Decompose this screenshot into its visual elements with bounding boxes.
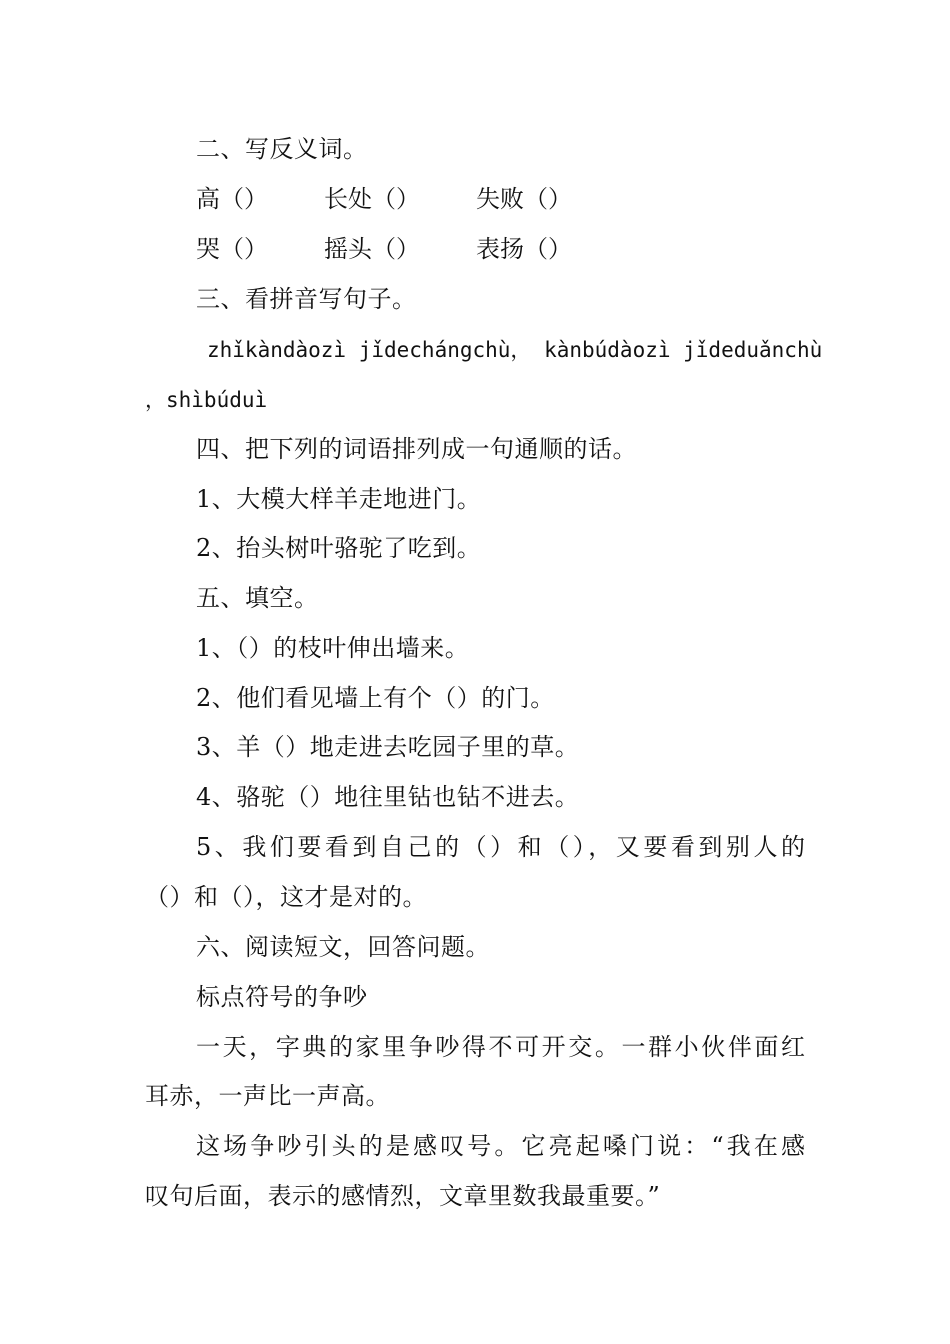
- antonym-item: 失败（）: [476, 185, 572, 213]
- story-paragraph-line: 叹句后面，表示的感情烈，文章里数我最重要。”: [145, 1182, 661, 1210]
- antonym-item: 高（）: [196, 185, 268, 213]
- antonym-item: 摇头（）: [324, 235, 420, 263]
- list-item: 2、他们看见墙上有个（）的门。: [196, 684, 555, 712]
- section-6-heading: 六、阅读短文，回答问题。: [196, 933, 490, 961]
- antonym-item: 长处（）: [324, 185, 420, 213]
- list-item: 2、抬头树叶骆驼了吃到。: [196, 534, 482, 562]
- pinyin-line: zhǐkàndàozì jǐdechángchù， kànbúdàozì jǐdeduǎnchù: [207, 338, 823, 362]
- list-item: 5、我们要看到自己的（）和（），又要看到别人的: [196, 833, 805, 861]
- section-5-heading: 五、填空。: [196, 584, 319, 612]
- section-3-heading: 三、看拼音写句子。: [196, 285, 417, 313]
- story-paragraph-line: 耳赤，一声比一声高。: [145, 1082, 390, 1110]
- story-title: 标点符号的争吵: [196, 983, 368, 1011]
- story-paragraph-line: 一天，字典的家里争吵得不可开交。一群小伙伴面红: [196, 1033, 805, 1061]
- list-item: 4、骆驼（）地往里钻也钻不进去。: [196, 783, 580, 811]
- antonym-item: 哭（）: [196, 235, 268, 263]
- list-item: 1、大模大样羊走地进门。: [196, 485, 482, 513]
- section-2-heading: 二、写反义词。: [196, 135, 368, 163]
- section-4-heading: 四、把下列的词语排列成一句通顺的话。: [196, 435, 637, 463]
- story-paragraph-line: 这场争吵引头的是感叹号。它亮起嗓门说：“我在感: [196, 1132, 805, 1160]
- list-item-continuation: （）和（），这才是对的。: [145, 883, 427, 911]
- list-item: 3、羊（）地走进去吃园子里的草。: [196, 733, 580, 761]
- list-item: 1、（）的枝叶伸出墙来。: [196, 634, 470, 662]
- pinyin-line: ，shìbúduì: [145, 388, 268, 412]
- antonym-item: 表扬（）: [476, 235, 572, 263]
